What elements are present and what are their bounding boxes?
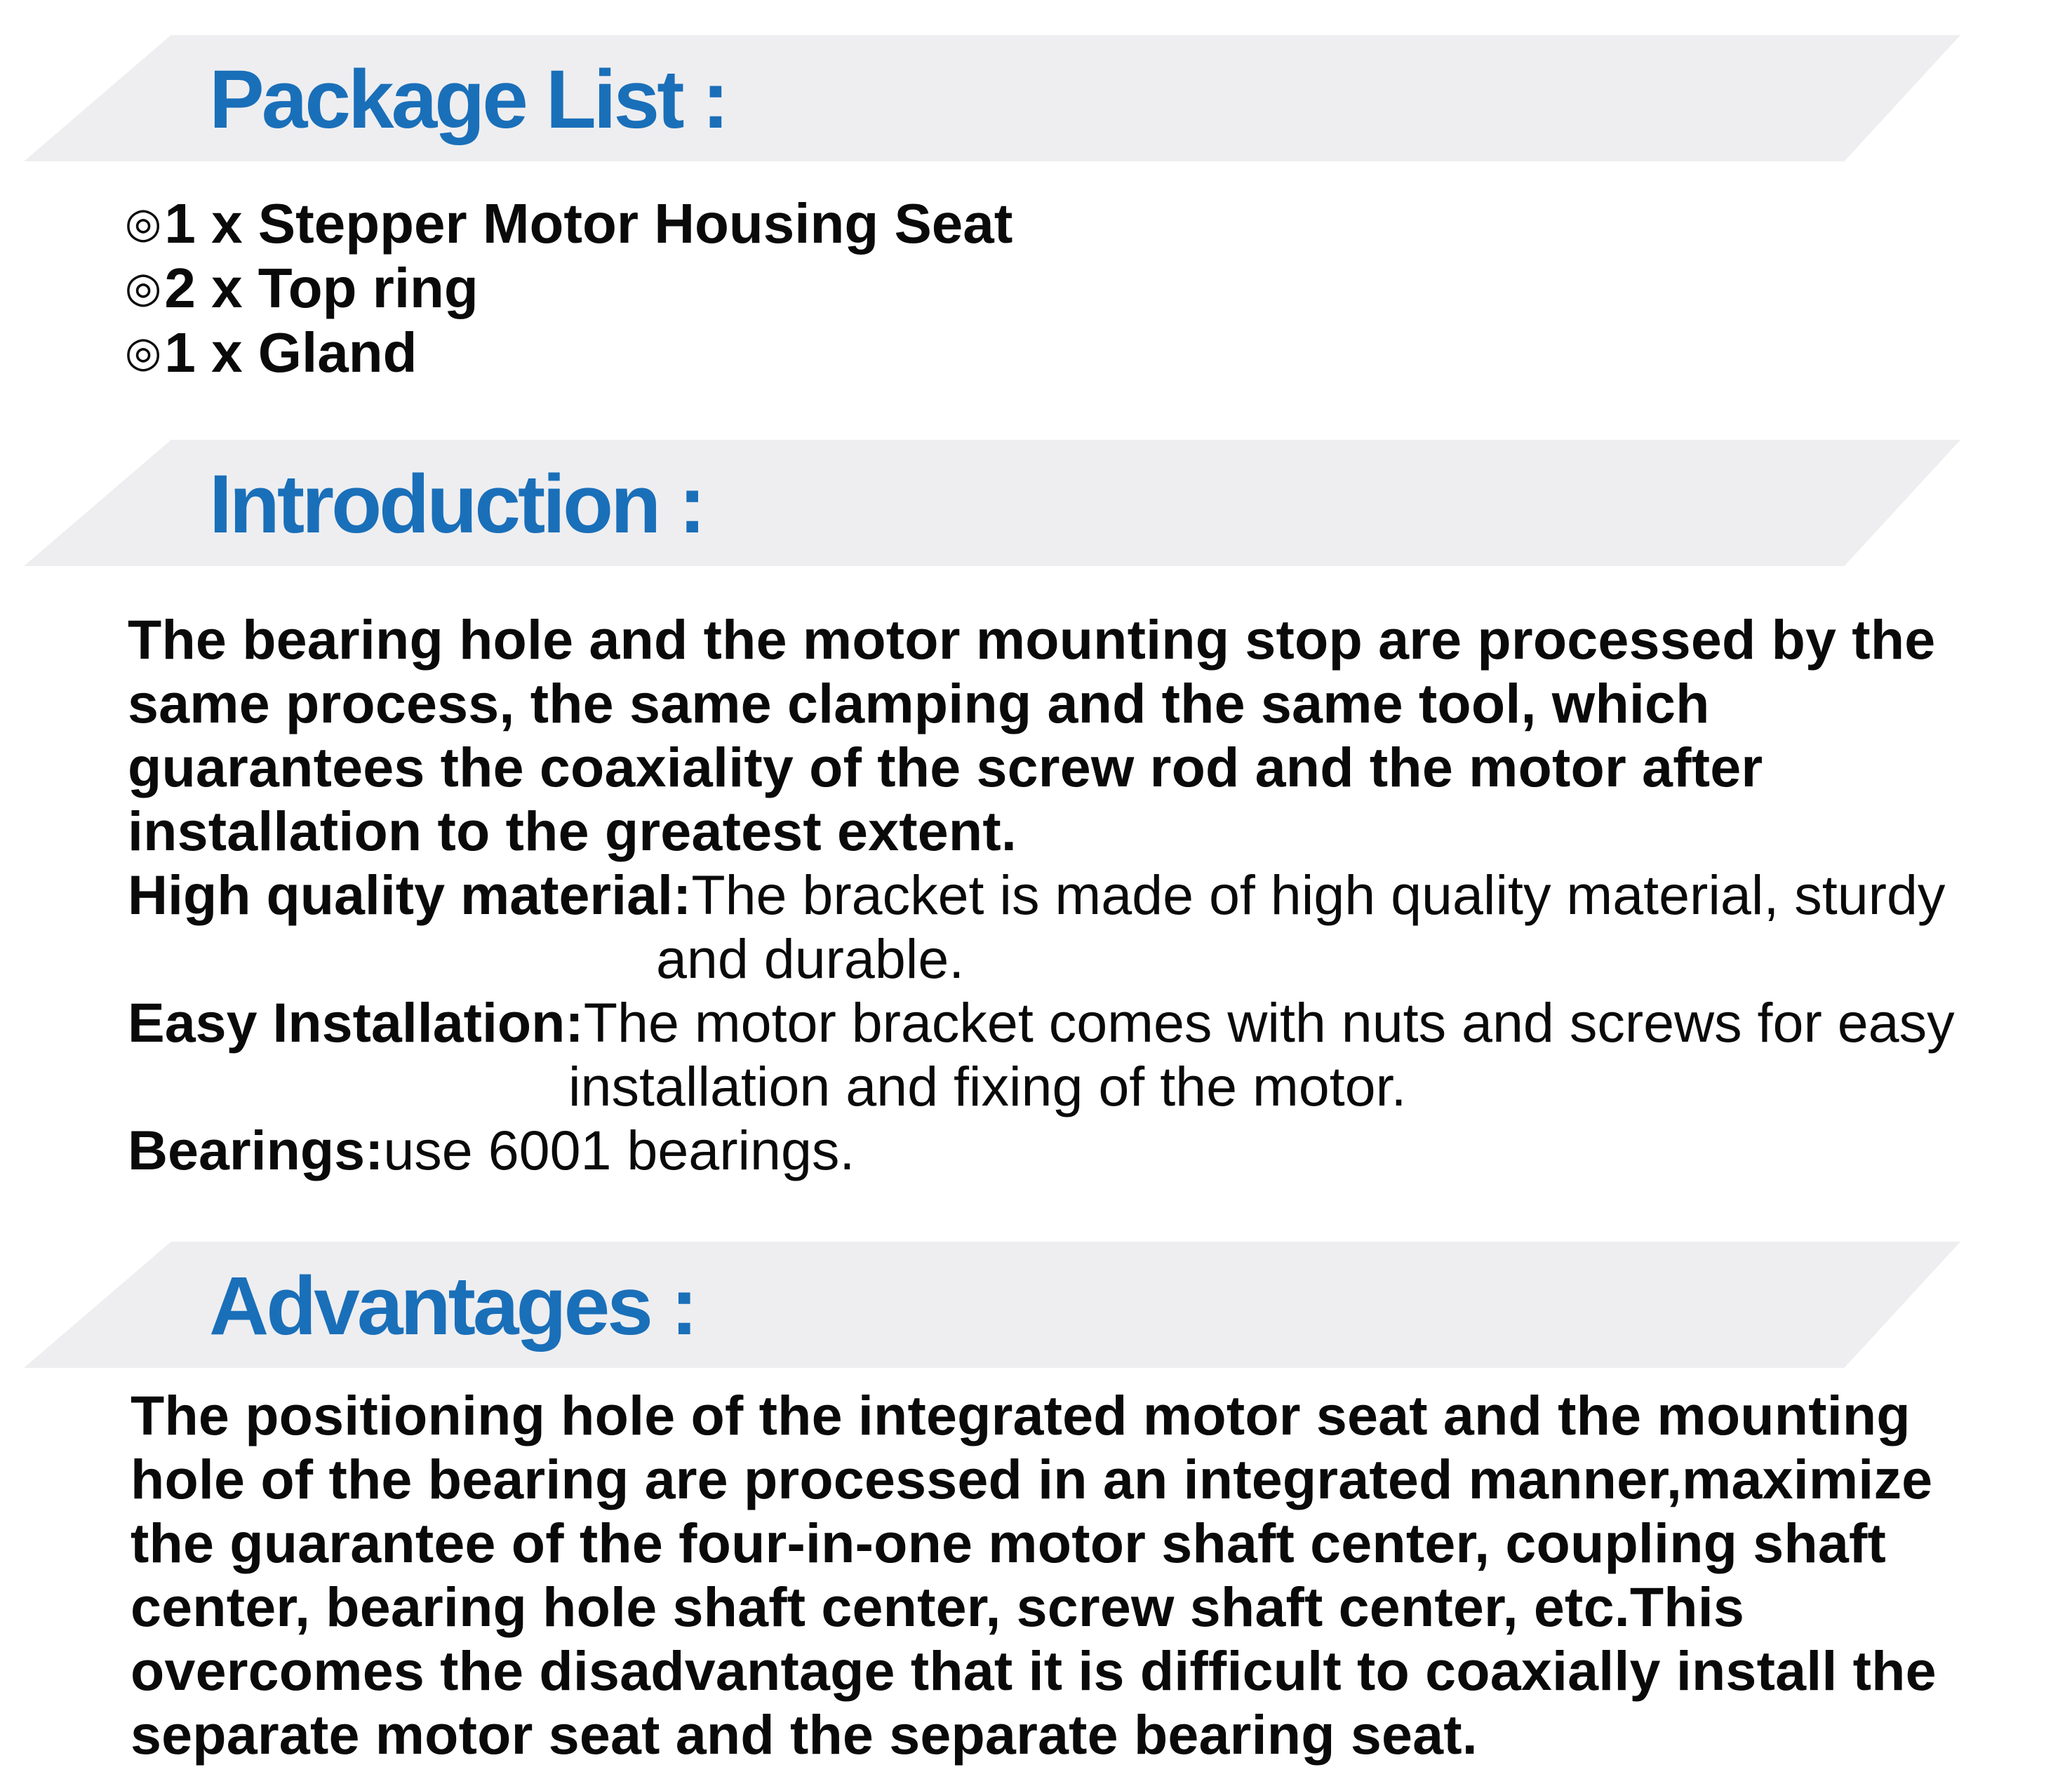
paragraph-line: center, bearing hole shaft center, screw shaft center, etc.This: [131, 1576, 1745, 1638]
paragraph-line: The bearing hole and the motor mounting stop are processed by the: [128, 608, 1936, 671]
feature-continuation: installation and fixing of the motor.: [568, 1055, 1407, 1117]
paragraph-line: same process, the same clamping and the same tool, which: [128, 672, 1710, 734]
feature-text: The motor bracket comes with nuts and screws for easy: [583, 991, 1955, 1054]
section-title-introduction: Introduction :: [209, 458, 704, 551]
feature-continuation: and durable.: [656, 927, 965, 990]
feature-label: Bearings:: [128, 1119, 384, 1181]
paragraph-line: overcomes the disadvantage that it is difficult to coaxially install the: [131, 1639, 1937, 1702]
feature-text: The bracket is made of high quality material, sturdy: [691, 864, 1946, 926]
section-title-package: Package List :: [209, 53, 727, 146]
list-item: ◎2 x Top ring: [125, 257, 479, 319]
circle-bullet-icon: ◎: [125, 264, 162, 311]
paragraph-line: hole of the bearing are processed in an integrated manner,maximize: [131, 1448, 1933, 1510]
paragraph-line: separate motor seat and the separate bearing seat.: [131, 1703, 1478, 1766]
feature-label: High quality material:: [128, 864, 692, 926]
feature-easy-installation: [128, 991, 1955, 1118]
feature-label: Easy Installation:: [128, 991, 584, 1054]
advantages-paragraph: [131, 1383, 1937, 1766]
paragraph-line: guarantees the coaxiality of the screw rod and the motor after: [128, 736, 1763, 798]
feature-text: use 6001 bearings.: [383, 1119, 855, 1181]
paragraph-line: installation to the greatest extent.: [128, 800, 1017, 862]
introduction-paragraph: [128, 607, 1935, 863]
paragraph-line: the guarantee of the four-in-one motor shaft center, coupling shaft: [131, 1512, 1887, 1574]
package-list: [125, 191, 1012, 384]
circle-bullet-icon: ◎: [125, 328, 162, 375]
feature-high-quality-material: [128, 863, 1945, 991]
feature-bearings: [128, 1118, 855, 1182]
section-title-advantages: Advantages :: [209, 1260, 695, 1352]
list-item: ◎1 x Gland: [125, 321, 417, 384]
paragraph-line: The positioning hole of the integrated motor seat and the mounting: [131, 1384, 1911, 1446]
circle-bullet-icon: ◎: [125, 199, 162, 246]
list-item: ◎1 x Stepper Motor Housing Seat: [125, 192, 1013, 255]
